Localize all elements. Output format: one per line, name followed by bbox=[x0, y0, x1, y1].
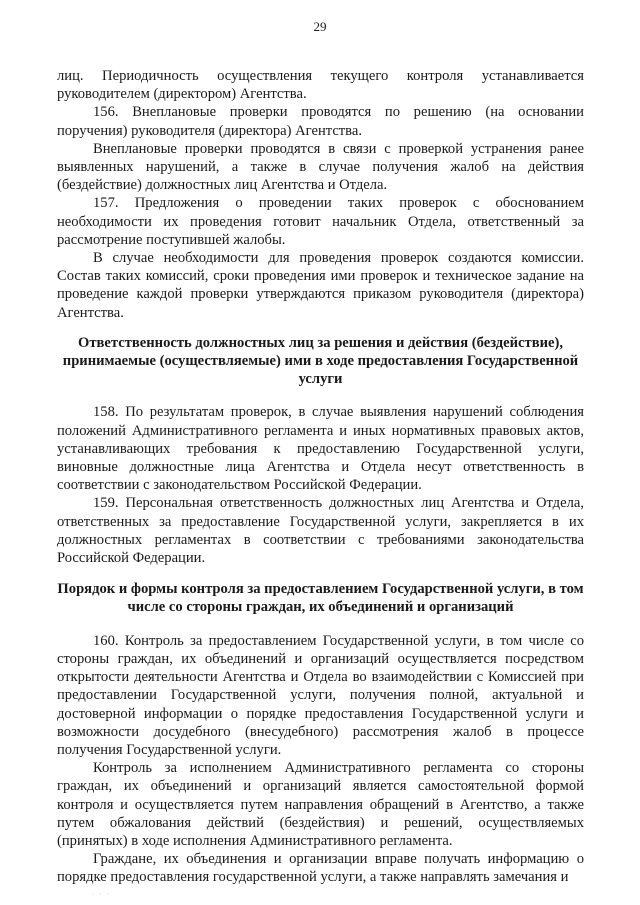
paragraph-continuation: лиц. Периодичность осуществления текущего контроля устанавливается руководителем (директором) Агентства. bbox=[57, 68, 584, 103]
paragraph-157: 157. Предложения о проведении таких проверок с обоснованием необходимости их проведения готовит начальник Отдела, ответственный за рассмотрение поступившей жалобы. bbox=[57, 195, 584, 248]
paragraph-citizen-control: Контроль за исполнением Административного регламента со стороны граждан, их объединений и организаций является самостоятельной формой контроля и осуществляется путем направления обращений в Агентство, а также путем обжалования действий (бездействия) и решений, осуществляемых (принятых) в ходе исполнения Административного регламента. bbox=[57, 760, 584, 849]
section-heading-control-procedure: Порядок и формы контроля за предоставлением Государственной услуги, в том числе со стороны граждан, их объединений и организаций bbox=[57, 581, 584, 616]
page-number: 29 bbox=[313, 19, 327, 34]
document-body bbox=[57, 67, 584, 887]
section-heading-responsibility: Ответственность должностных лиц за решения и действия (бездействие), принимаемые (осуществляемые) ими в ходе предоставления Государственной услуги bbox=[62, 334, 579, 388]
paragraph-156: 156. Внеплановые проверки проводятся по решению (на основании поручения) руководителя (директора) Агентства. bbox=[57, 104, 584, 139]
paragraph-159: 159. Персональная ответственность должностных лиц Агентства и Отдела, ответственных за предоставление Государственной услуги, закрепляется в их должностных регламентах в соответствии с требованиями законодательства Российской Федерации. bbox=[57, 495, 584, 567]
paragraph-unscheduled-inspections: Внеплановые проверки проводятся в связи с проверкой устранения ранее выявленных нарушений, а также в случае получения жалоб на действия (бездействие) должностных лиц Агентства и Отдела. bbox=[57, 140, 584, 194]
paragraph-citizen-rights: Граждане, их объединения и организации вправе получать информацию о порядке предоставления государственной услуги, а также направлять замечания и bbox=[57, 851, 584, 886]
paragraph-160: 160. Контроль за предоставлением Государственной услуги, в том числе со стороны граждан, их объединений и организаций осуществляется посредством открытости деятельности Агентства и Отдела во взаимодействии с Комиссией при предоставлении Государственной услуги, получения полной, актуальной и достоверной информации о порядке предоставления Государственной услуги и возможности досудебного (внесудебного) рассмотрения жалоб в процессе получения Государственной услуги. bbox=[57, 632, 584, 758]
paragraph-commissions: В случае необходимости для проведения проверок создаются комиссии. Состав таких комиссий, сроки проведения ими проверок и техническое задание на проведение каждой проверки утверждаются приказом руководителя (директора) Агентства. bbox=[57, 250, 584, 321]
paragraph-158: 158. По результатам проверок, в случае выявления нарушений соблюдения положений Административного регламента и иных нормативных правовых актов, устанавливающих требования к предоставлению Государственной услуги, виновные должностные лица Агентства и Отдела несут ответственность в соответствии с законодательством Российской Федерации. bbox=[57, 404, 584, 494]
scan-artifact: · · · bbox=[92, 892, 111, 898]
